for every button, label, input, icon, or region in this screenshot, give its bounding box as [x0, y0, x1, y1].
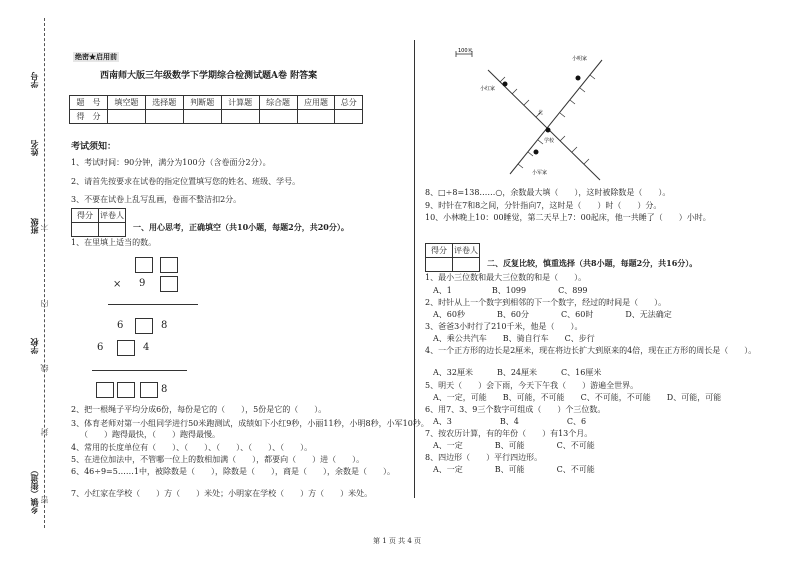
math-rule [108, 304, 198, 305]
answer-box[interactable] [160, 276, 178, 292]
seal-mark: 封 [40, 428, 49, 436]
section2-line: 4、一个正方形的边长是2厘米，现在将边长扩大到原来的4倍，现在正方形的周长是（ ）。 [425, 346, 757, 355]
section2-line: 7、按农历计算，有的年份（ ）有13个月。 [425, 429, 593, 438]
section2-option: A、3 B、4 C、6 [433, 417, 587, 426]
xiaoming-home-dot [576, 76, 581, 81]
student-id-label: 学号 [29, 72, 39, 88]
grader-table [425, 243, 480, 272]
road-line [510, 60, 602, 174]
section2-line: 1、最小三位数和最大三位数的和是（ ）。 [425, 273, 587, 282]
section2-line: 6、用7、3、9三个数字可组成（ ）个三位数。 [425, 405, 606, 414]
score-header: 填空题 [107, 96, 145, 110]
times-sign: × [113, 279, 122, 290]
seal-mark: 内 [40, 300, 49, 308]
page-title: 西南师大版三年级数学下学期综合检测试题A卷 附答案 [100, 71, 318, 81]
score-table-row [70, 110, 363, 124]
xiaoming-home-label: 小明家 [572, 56, 588, 62]
column-divider [414, 40, 415, 498]
section1-heading: 一、用心思考，正确填空（共10小题，每题2分，共20分）。 [133, 222, 349, 232]
school-label: 学校 [544, 138, 555, 144]
score-table-header-row [70, 96, 363, 110]
score-table [69, 95, 363, 124]
score-header: 题 号 [70, 96, 108, 110]
notice-item: 2、请首先按要求在试卷的指定位置填写您的姓名、班级、学号。 [71, 177, 301, 186]
math-digit: 9 [139, 278, 146, 289]
math-digit: 4 [143, 342, 150, 353]
scale-label: 100米 [458, 48, 473, 54]
score-cell[interactable] [107, 110, 145, 124]
answer-box[interactable] [96, 382, 114, 398]
score-header: 综合题 [259, 96, 297, 110]
question-4: 4、常用的长度单位有（ ）、（ ）、（ ）、（ ）、（ ）。 [71, 443, 313, 452]
score-cell[interactable] [221, 110, 259, 124]
xiaojun-home-dot [534, 150, 539, 155]
question-6: 6、46÷9=5……1中，被除数是（ ），除数是（ ），商是（ ），余数是（ ）。 [71, 467, 395, 476]
class-label: 班级 [29, 218, 39, 234]
school-label: 学校 [29, 338, 39, 354]
section2-option: A、1 B、1099 C、899 [433, 286, 588, 295]
seal-mark: 线 [40, 364, 49, 372]
grader-table [71, 208, 126, 237]
math-digit: 6 [97, 342, 104, 353]
section2-option: A、60秒 B、60分 C、60时 D、无法确定 [433, 310, 672, 319]
math-digit: 8 [161, 384, 168, 395]
north-label: 北 [538, 110, 544, 116]
xiaojun-home-label: 小军家 [532, 170, 548, 176]
question-8: 8、□÷8=138……○，余数最大填（ ），这时被除数是（ ）。 [425, 188, 671, 197]
score-cell[interactable] [297, 110, 335, 124]
school-map [450, 48, 620, 188]
score-header: 应用题 [297, 96, 335, 110]
question-3: 3、体育老师对第一小组同学进行50米跑测试，成绩如下小红9秒，小丽11秒，小明8秒，小军10秒。 [71, 419, 429, 428]
section2-line: 8、四边形（ ）平行四边形。 [425, 453, 543, 462]
answer-box[interactable] [117, 382, 135, 398]
section2-line: 2、时针从上一个数字到相邻的下一个数字，经过的时间是（ ）。 [425, 298, 667, 307]
score-cell[interactable] [183, 110, 221, 124]
binding-line [44, 18, 45, 528]
score-cell[interactable] [145, 110, 183, 124]
road-ticks [500, 75, 595, 168]
math-rule [92, 370, 187, 371]
name-label: 姓名 [29, 140, 39, 156]
math-digit: 6 [117, 320, 124, 331]
section2-option: A、乘公共汽车 B、骑自行车 C、步行 [433, 334, 595, 343]
page-footer: 第 1 页 共 4 页 [373, 537, 422, 545]
score-header: 计算题 [221, 96, 259, 110]
score-header: 选择题 [145, 96, 183, 110]
section2-heading: 二、反复比较，慎重选择（共8小题，每题2分，共16分）。 [487, 258, 698, 268]
township-label: 乡镇（街道） [29, 466, 39, 514]
notice-item: 3、不要在试卷上乱写乱画，卷面不整洁扣2分。 [71, 195, 242, 204]
section2-option: A、一定 B、可能 C、不可能 [433, 465, 595, 474]
grader-reviewer-cell[interactable] [453, 258, 480, 272]
answer-box[interactable] [135, 318, 153, 334]
secret-label: 绝密★启用前 [75, 52, 117, 61]
score-header: 总分 [335, 96, 363, 110]
grader-score-cell[interactable] [72, 223, 99, 237]
grader-reviewer-label: 评卷人 [453, 244, 480, 258]
question-5: 5、在进位加法中，不管哪一位上的数相加满（ ），都要向（ ）进（ ）。 [71, 455, 365, 464]
section2-line: 5、明天（ ）会下雨，今天下午我（ ）游遍全世界。 [425, 381, 639, 390]
math-digit: 8 [161, 320, 168, 331]
question-9: 9、时针在7和8之间，分针指向7，这时是（ ）时（ ）分。 [425, 201, 662, 210]
road-line [488, 70, 600, 180]
answer-box[interactable] [160, 257, 178, 273]
score-cell[interactable] [335, 110, 363, 124]
answer-box[interactable] [135, 257, 153, 273]
question-3-cont: （ ）跑得最快，（ ）跑得最慢。 [80, 430, 220, 439]
xiaohong-home-dot [503, 82, 508, 87]
notice-item: 1、考试时间：90分钟，满分为100分（含卷面分2分）。 [71, 158, 271, 167]
grader-score-cell[interactable] [426, 258, 453, 272]
notice-heading: 考试须知： [71, 142, 117, 152]
grader-reviewer-cell[interactable] [99, 223, 126, 237]
question-7: 7、小红家在学校（ ）方（ ）米处；小明家在学校（ ）方（ ）米处。 [71, 489, 373, 498]
question-2: 2、把一根绳子平均分成6份，每份是它的（ ），5份是它的（ ）。 [71, 405, 327, 414]
grader-reviewer-label: 评卷人 [99, 209, 126, 223]
xiaohong-home-label: 小红家 [480, 86, 496, 92]
question-1: 1、在里填上适当的数。 [71, 238, 157, 247]
question-10: 10、小林晚上10：00睡觉，第二天早上7：00起床，他一共睡了（ ）小时。 [425, 213, 711, 222]
school-dot [546, 128, 551, 133]
section2-option: A、一定 B、可能 C、不可能 [433, 441, 595, 450]
seal-mark: 不 [40, 222, 49, 230]
seal-mark: 密 [40, 496, 49, 504]
section2-option: A、一定，可能 B、可能，不可能 C、不可能，不可能 D、可能，可能 [433, 393, 722, 402]
answer-box[interactable] [140, 382, 158, 398]
score-cell[interactable] [259, 110, 297, 124]
section2-option: A、32厘米 B、24厘米 C、16厘米 [433, 368, 602, 377]
grader-score-label: 得分 [426, 244, 453, 258]
score-row-label: 得 分 [70, 110, 108, 124]
grader-score-label: 得分 [72, 209, 99, 223]
score-header: 判断题 [183, 96, 221, 110]
section2-line: 3、爸爸3小时行了210千米，他是（ ）。 [425, 322, 583, 331]
answer-box[interactable] [117, 340, 135, 356]
